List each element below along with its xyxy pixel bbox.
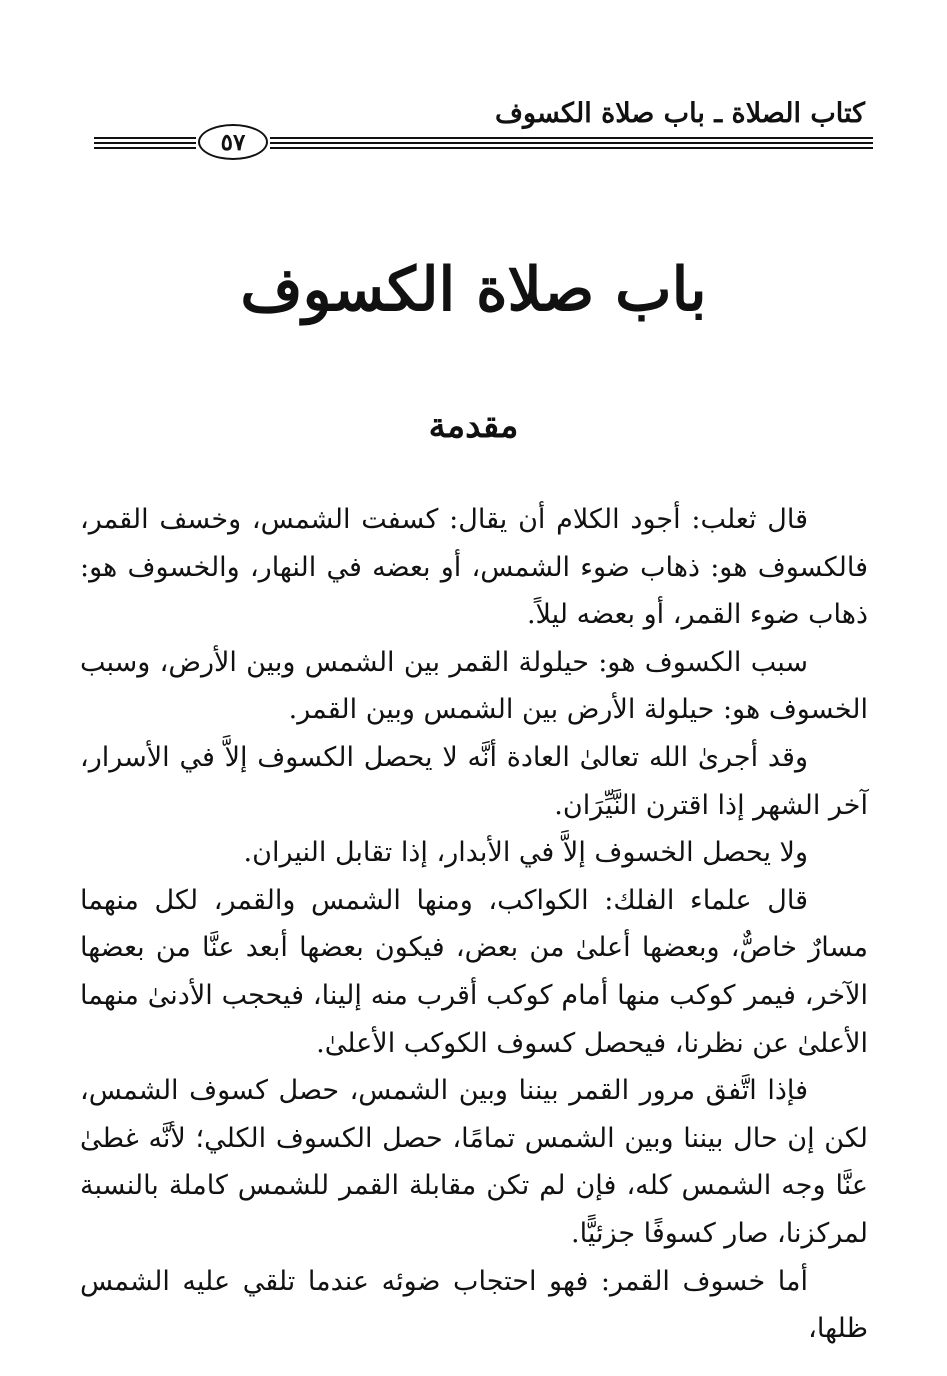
paragraph: سبب الكسوف هو: حيلولة القمر بين الشمس وبين الأرض، وسبب الخسوف هو: حيلولة الأرض بين الشمس وبين القمر. <box>80 646 868 726</box>
paragraph: أما خسوف القمر: فهو احتجاب ضوئه عندما تلقي عليه الشمس ظلها، <box>80 1265 868 1345</box>
paragraph: فإذا اتَّفق مرور القمر بيننا وبين الشمس، حصل كسوف الشمس، لكن إن حال بيننا وبين الشمس تمامًا، حصل الكسوف الكلي؛ لأنَّه غطىٰ عنَّا وجه الشمس كله، فإن لم تكن مقابلة القمر للشمس كاملة بالنسبة لمركزنا، صار كسوفًا جزئيًّا. <box>80 1075 868 1249</box>
section-heading: مقدمة <box>428 406 519 446</box>
paragraph: قال علماء الفلك: الكواكب، ومنها الشمس والقمر، لكل منهما مسارٌ خاصٌّ، وبعضها أعلىٰ من بعض، فيكون بعضها أبعد عنَّا من بعضها الآخر، فيمر كوكب منها أمام كوكب أقرب منه إلينا، فيحجب الأدنىٰ منهما الأعلىٰ عن نظرنا، فيحصل كسوف الكوكب الأعلىٰ. <box>80 884 868 1059</box>
page-number: ٥٧ <box>198 124 268 160</box>
header-rule-left <box>94 137 196 151</box>
header-rule-right <box>270 137 873 151</box>
running-header-title: كتاب الصلاة ـ باب صلاة الكسوف <box>495 98 865 129</box>
chapter-title: باب صلاة الكسوف <box>240 255 707 325</box>
paragraph: ولا يحصل الخسوف إلاَّ في الأبدار، إذا تقابل النيران. <box>243 837 808 869</box>
paragraph: وقد أجرىٰ الله تعالىٰ العادة أنَّه لا يحصل الكسوف إلاَّ في الأسرار، آخر الشهر إذا اقترن النَّيِّرَان. <box>80 741 868 821</box>
body-text <box>80 496 868 1353</box>
paragraph: قال ثعلب: أجود الكلام أن يقال: كسفت الشمس، وخسف القمر، فالكسوف هو: ذهاب ضوء الشمس، أو بعضه في النهار، والخسوف هو: ذهاب ضوء القمر، أو بعضه ليلاً. <box>80 504 868 631</box>
